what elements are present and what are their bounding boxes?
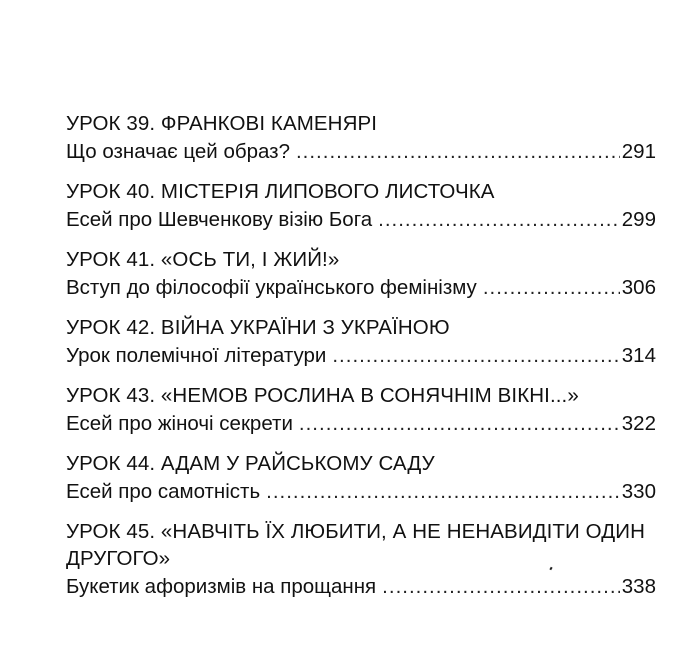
page-number: 291 bbox=[621, 140, 656, 163]
toc-line bbox=[66, 137, 656, 166]
lesson-subtitle: Урок полемічної літератури bbox=[66, 344, 327, 367]
lesson-subtitle: Букетик афоризмів на прощання bbox=[66, 575, 377, 598]
lesson-title: УРОК 42. ВІЙНА УКРАЇНИ З УКРАЇНОЮ bbox=[66, 316, 450, 339]
toc-line bbox=[66, 409, 656, 438]
page-number: 314 bbox=[621, 344, 656, 367]
dot-leader bbox=[483, 273, 620, 302]
table-of-contents bbox=[66, 110, 656, 613]
dot-leader bbox=[378, 205, 620, 234]
lesson-title: УРОК 45. «НАВЧІТЬ ЇХ ЛЮБИТИ, А НЕ НЕНАВИДІТИ ОДИН ДРУГОГО» bbox=[66, 520, 645, 570]
page-number: 299 bbox=[621, 208, 656, 231]
page-number: 306 bbox=[621, 276, 656, 299]
toc-entry bbox=[66, 518, 656, 601]
lesson-subtitle: Що означає цей образ? bbox=[66, 140, 290, 163]
lesson-subtitle: Вступ до філософії українського фемінізму bbox=[66, 276, 477, 299]
toc-entry bbox=[66, 246, 656, 302]
toc-line bbox=[66, 205, 656, 234]
toc-entry bbox=[66, 382, 656, 438]
page-number: 338 bbox=[621, 575, 656, 598]
lesson-title: УРОК 39. ФРАНКОВІ КАМЕНЯРІ bbox=[66, 112, 378, 135]
lesson-title: УРОК 41. «ОСЬ ТИ, І ЖИЙ!» bbox=[66, 248, 340, 271]
lesson-title: УРОК 43. «НЕМОВ РОСЛИНА В СОНЯЧНІМ ВІКНІ...» bbox=[66, 384, 579, 407]
toc-entry bbox=[66, 110, 656, 166]
dot-leader bbox=[299, 409, 620, 438]
dot-leader bbox=[296, 137, 620, 166]
toc-line bbox=[66, 477, 656, 506]
toc-entry bbox=[66, 450, 656, 506]
toc-entry bbox=[66, 314, 656, 370]
dot-leader bbox=[332, 341, 619, 370]
lesson-subtitle: Есей про Шевченкову візію Бога bbox=[66, 208, 373, 231]
toc-line bbox=[66, 572, 656, 601]
toc-line bbox=[66, 273, 656, 302]
lesson-title: УРОК 44. АДАМ У РАЙСЬКОМУ САДУ bbox=[66, 452, 435, 475]
dot-leader bbox=[266, 477, 620, 506]
lesson-subtitle: Есей про жіночі секрети bbox=[66, 412, 293, 435]
lesson-title: УРОК 40. МІСТЕРІЯ ЛИПОВОГО ЛИСТОЧКА bbox=[66, 180, 495, 203]
lesson-subtitle: Есей про самотність bbox=[66, 480, 261, 503]
toc-line bbox=[66, 341, 656, 370]
page-number: 330 bbox=[621, 480, 656, 503]
toc-entry bbox=[66, 178, 656, 234]
dot-leader bbox=[382, 572, 620, 601]
page-number: 322 bbox=[621, 412, 656, 435]
